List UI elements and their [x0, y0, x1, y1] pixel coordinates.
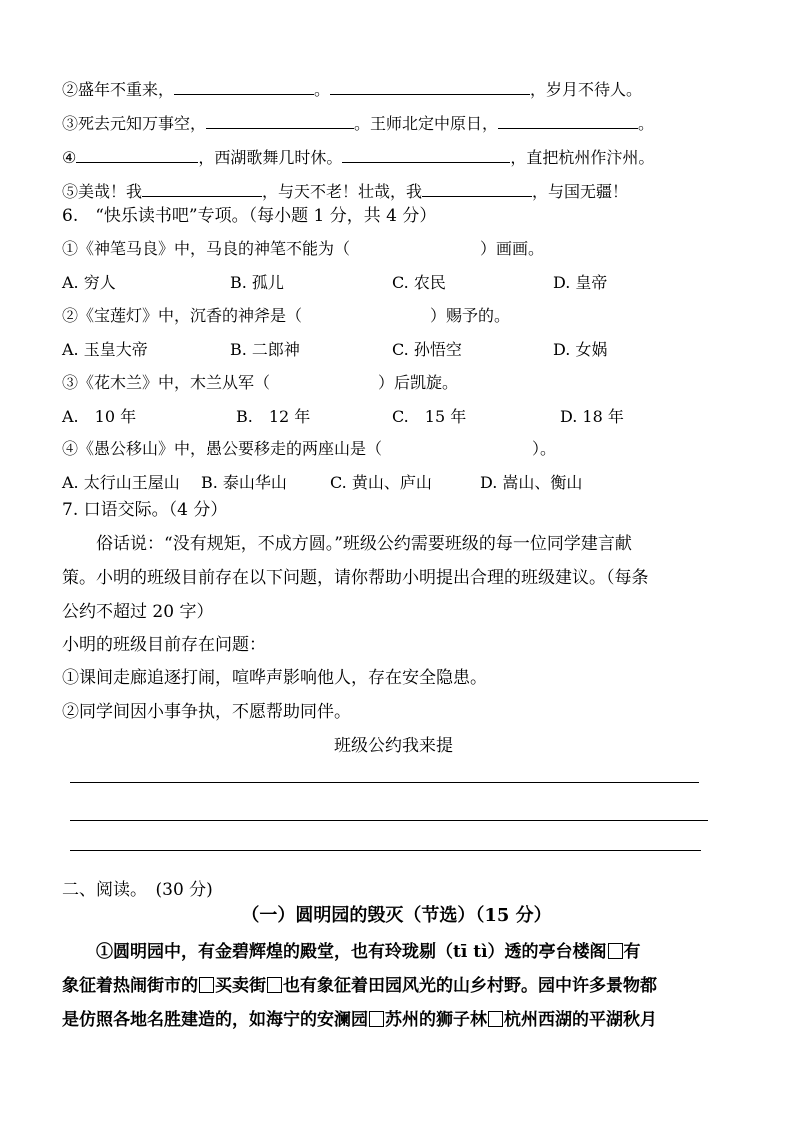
- q7-title: 7. 口语交际。（4 分）: [62, 500, 228, 520]
- passage-text: 也有象征着田园风光的山乡村野。园中许多景物都: [283, 976, 657, 996]
- passage-title: （一）圆明园的毁灭（节选）（15 分）: [241, 905, 552, 926]
- q7-intro-line-1: 俗话说：“没有规矩，不成方圆。”班级公约需要班级的每一位同学建言献: [96, 534, 632, 554]
- passage-text: 苏州的狮子林: [385, 1010, 487, 1030]
- q7-intro-line-2: 策。小明的班级目前存在以下问题，请你帮助小明提出合理的班级建议。（每条: [62, 568, 649, 588]
- punctuation-box[interactable]: [199, 977, 214, 993]
- q6-item-3: [62, 372, 458, 394]
- question-text: ②《宝莲灯》中，沉香的神斧是（: [62, 306, 303, 325]
- passage-line-3: [62, 1003, 742, 1037]
- question-text: ）后凯旋。: [378, 373, 459, 392]
- writing-line[interactable]: [70, 820, 708, 821]
- answer-blank[interactable]: [330, 77, 530, 95]
- option-a[interactable]: A. 10 年: [62, 407, 137, 426]
- poem-line-4: [62, 145, 654, 169]
- question-text: ③《花木兰》中，木兰从军（: [62, 373, 271, 392]
- q7-problem-1: ①课间走廊追逐打闹，喧哗声影响他人，存在安全隐患。: [62, 668, 487, 688]
- writing-line[interactable]: [70, 850, 701, 851]
- answer-blank[interactable]: [206, 111, 354, 129]
- passage-text: 象征着热闹街市的: [62, 976, 198, 996]
- passage-text: 有: [623, 942, 641, 962]
- passage-text: 是仿照各地名胜建造的，如海宁的安澜园: [62, 1010, 368, 1030]
- option-d[interactable]: D. 女娲: [553, 340, 608, 359]
- option-c[interactable]: C. 农民: [392, 273, 446, 292]
- q6-item-1: [62, 238, 544, 260]
- poem-text: ③死去元知万事空，: [62, 114, 207, 133]
- poem-text: 。: [314, 80, 331, 99]
- option-c[interactable]: C. 15 年: [392, 407, 467, 426]
- q7-problems-title: 小明的班级目前存在问题：: [62, 635, 266, 655]
- passage-line-2: [62, 969, 742, 1003]
- poem-line-5: [62, 179, 628, 203]
- poem-text: ⑤美哉！我: [62, 182, 143, 201]
- q6-item-4: [62, 438, 556, 460]
- poem-text: ，直把杭州作汴州。: [510, 148, 655, 167]
- option-a[interactable]: A. 玉皇大帝: [62, 340, 148, 359]
- writing-line[interactable]: [70, 782, 699, 783]
- option-c[interactable]: C. 黄山、庐山: [330, 473, 432, 492]
- answer-blank[interactable]: [76, 145, 198, 163]
- reading-section-title: 二、阅读。 (30 分): [62, 880, 213, 900]
- option-b[interactable]: B. 12 年: [236, 407, 311, 426]
- option-b[interactable]: B. 泰山华山: [201, 473, 287, 492]
- passage-text: 杭州西湖的平湖秋月: [504, 1010, 657, 1030]
- option-c[interactable]: C. 孙悟空: [392, 340, 462, 359]
- passage-text: 买卖街: [215, 976, 266, 996]
- question-text: ④《愚公移山》中，愚公要移走的两座山是（: [62, 439, 383, 458]
- answer-blank[interactable]: [498, 111, 638, 129]
- option-a[interactable]: A. 太行山王屋山: [62, 473, 180, 492]
- poem-text: ④: [62, 148, 77, 167]
- poem-text: 。: [638, 114, 655, 133]
- poem-text: ，与天不老！壮哉，我: [262, 182, 423, 201]
- poem-line-3: [62, 111, 654, 135]
- q6-title: 6. “快乐读书吧”专项。（每小题 1 分，共 4 分）: [62, 206, 437, 226]
- poem-text: ，与国无疆！: [532, 182, 629, 201]
- punctuation-box[interactable]: [608, 943, 623, 959]
- question-text: ）画画。: [480, 239, 545, 258]
- poem-line-2: [62, 77, 642, 101]
- q7-problem-2: ②同学间因小事争执，不愿帮助同伴。: [62, 702, 351, 722]
- option-b[interactable]: B. 二郎神: [230, 340, 300, 359]
- passage-text: ①圆明园中，有金碧辉煌的殿堂，也有玲珑剔（tī tì）透的亭台楼阁: [96, 942, 607, 962]
- q7-intro-line-3: 公约不超过 20 字）: [62, 602, 214, 622]
- option-d[interactable]: D. 嵩山、衡山: [480, 473, 583, 492]
- q7-heading: 班级公约我来提: [334, 736, 453, 756]
- punctuation-box[interactable]: [369, 1011, 384, 1027]
- option-d[interactable]: D. 皇帝: [553, 273, 608, 292]
- answer-blank[interactable]: [342, 145, 510, 163]
- question-text: ①《神笔马良》中，马良的神笔不能为（: [62, 239, 351, 258]
- punctuation-box[interactable]: [488, 1011, 503, 1027]
- q6-item-2: [62, 305, 510, 327]
- question-text: ）。: [532, 439, 557, 458]
- answer-blank[interactable]: [142, 179, 262, 197]
- poem-text: 。王师北定中原日，: [354, 114, 499, 133]
- answer-blank[interactable]: [174, 77, 314, 95]
- option-d[interactable]: D. 18 年: [560, 407, 624, 426]
- option-b[interactable]: B. 孤儿: [230, 273, 284, 292]
- option-a[interactable]: A. 穷人: [62, 273, 116, 292]
- punctuation-box[interactable]: [267, 977, 282, 993]
- poem-text: ，西湖歌舞几时休。: [198, 148, 343, 167]
- poem-text: ，岁月不待人。: [530, 80, 643, 99]
- passage-line-1: [96, 935, 776, 969]
- answer-blank[interactable]: [422, 179, 532, 197]
- question-text: ）赐予的。: [430, 306, 511, 325]
- poem-text: ②盛年不重来，: [62, 80, 175, 99]
